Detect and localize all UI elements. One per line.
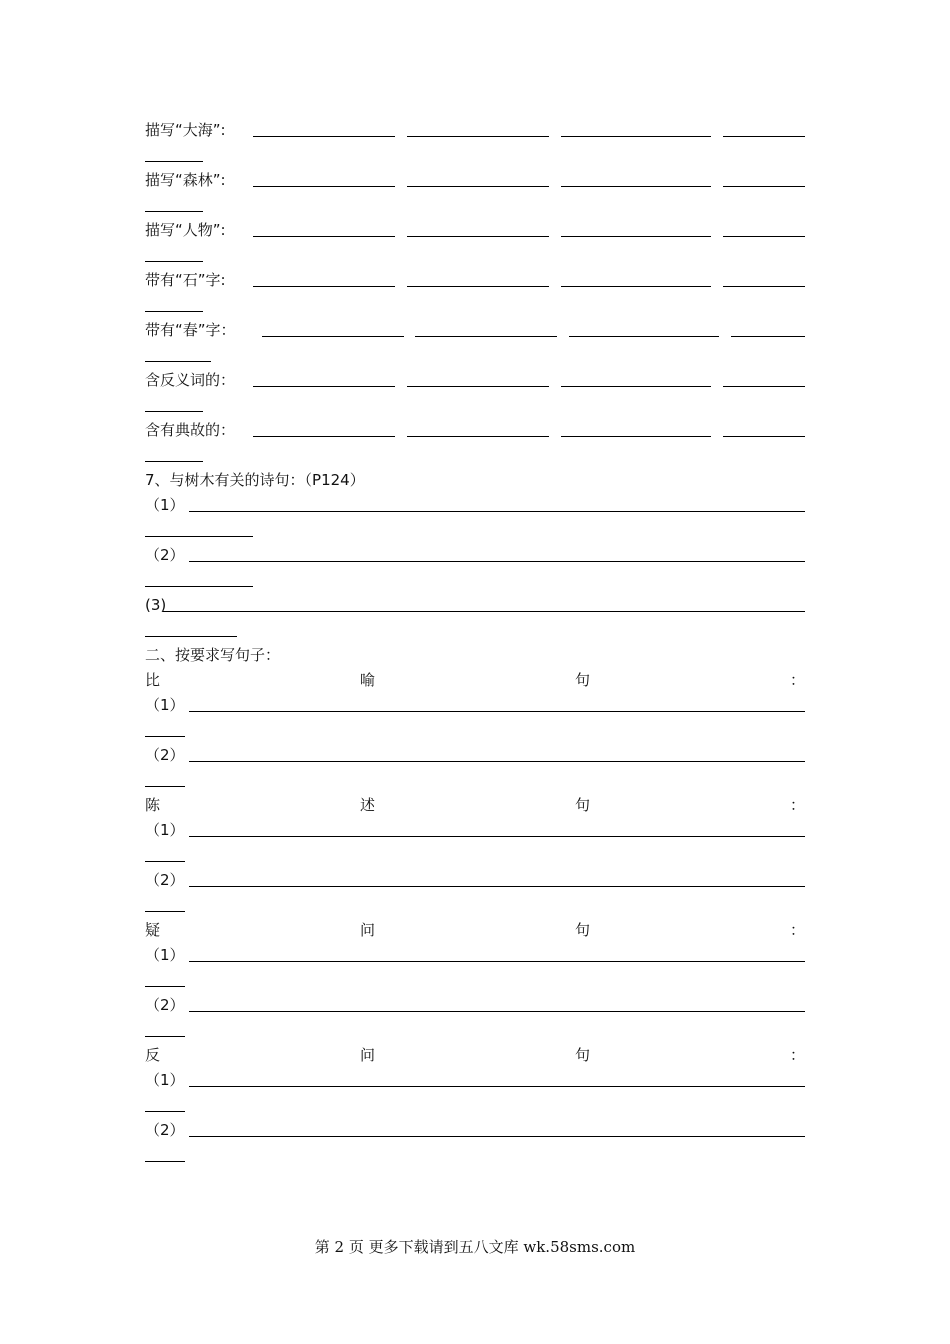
answer-blank[interactable] (561, 386, 711, 387)
vocab-row (145, 368, 805, 393)
item-number: （1） (145, 696, 185, 714)
page-footer: 第 2 页 更多下载请到五八文库 wk.58sms.com (314, 1238, 636, 1256)
answer-blank[interactable] (723, 386, 805, 387)
item-number: （2） (145, 996, 185, 1014)
answer-blank[interactable] (189, 836, 805, 837)
vocab-label: 含有典故的： (145, 421, 236, 439)
heading-char: 陈 (145, 796, 161, 814)
answer-blank[interactable] (145, 161, 203, 162)
answer-blank[interactable] (407, 236, 549, 237)
answer-blank[interactable] (145, 786, 185, 787)
answer-blank[interactable] (145, 986, 185, 987)
sentence-type-heading (145, 918, 805, 943)
answer-blank[interactable] (407, 386, 549, 387)
answer-blank[interactable] (145, 636, 237, 637)
item-number: (3) (145, 596, 167, 614)
answer-blank[interactable] (253, 186, 395, 187)
sentence-continuation (145, 893, 805, 918)
answer-blank[interactable] (723, 136, 805, 137)
answer-blank[interactable] (407, 136, 549, 137)
poem-row (145, 593, 805, 618)
answer-blank[interactable] (189, 561, 805, 562)
heading-char: 反 (145, 1046, 161, 1064)
sentence-type-heading (145, 668, 805, 693)
answer-blank[interactable] (163, 611, 805, 612)
answer-blank[interactable] (731, 336, 805, 337)
vocab-label: 带有“石”字: (145, 271, 226, 289)
vocab-label: 描写“大海”: (145, 121, 226, 139)
answer-blank[interactable] (723, 436, 805, 437)
sentence-continuation (145, 1093, 805, 1118)
answer-blank[interactable] (561, 436, 711, 437)
answer-blank[interactable] (189, 886, 805, 887)
sentence-row (145, 943, 805, 968)
answer-blank[interactable] (262, 336, 404, 337)
answer-blank[interactable] (253, 386, 395, 387)
answer-blank[interactable] (145, 911, 185, 912)
answer-blank[interactable] (253, 286, 395, 287)
vocab-section (145, 118, 805, 468)
answer-blank[interactable] (145, 461, 203, 462)
answer-blank[interactable] (407, 286, 549, 287)
heading-char: 疑 (145, 921, 161, 939)
heading-char: 问 (360, 921, 376, 939)
answer-blank[interactable] (145, 1036, 185, 1037)
sentence-row (145, 743, 805, 768)
answer-blank[interactable] (561, 286, 711, 287)
heading-char: 问 (360, 1046, 376, 1064)
item-number: （2） (145, 1121, 185, 1139)
answer-blank[interactable] (561, 136, 711, 137)
sentence-row (145, 818, 805, 843)
answer-blank[interactable] (189, 711, 805, 712)
answer-blank[interactable] (253, 436, 395, 437)
heading-char: 喻 (360, 671, 376, 689)
answer-blank[interactable] (145, 736, 185, 737)
heading-char: 比 (145, 671, 161, 689)
answer-blank[interactable] (253, 236, 395, 237)
heading-char: ： (790, 671, 806, 689)
heading-char: ： (790, 921, 806, 939)
vocab-continuation (145, 343, 805, 368)
vocab-row (145, 168, 805, 193)
sentence-row (145, 1068, 805, 1093)
answer-blank[interactable] (145, 311, 203, 312)
answer-blank[interactable] (145, 411, 203, 412)
sentence-type-heading (145, 793, 805, 818)
vocab-continuation (145, 443, 805, 468)
poem-row (145, 493, 805, 518)
item-number: （1） (145, 946, 185, 964)
item-number: （2） (145, 871, 185, 889)
sentence-continuation (145, 718, 805, 743)
poem-continuation (145, 618, 805, 643)
sentence-continuation (145, 1143, 805, 1168)
answer-blank[interactable] (145, 1161, 185, 1162)
vocab-label: 带有“春”字： (145, 321, 236, 339)
answer-blank[interactable] (145, 586, 253, 587)
answer-blank[interactable] (189, 961, 805, 962)
answer-blank[interactable] (723, 286, 805, 287)
sentence-continuation (145, 768, 805, 793)
poem-section (145, 468, 805, 643)
sentence-type-heading (145, 1043, 805, 1068)
sentence-section (145, 643, 805, 1168)
answer-blank[interactable] (415, 336, 557, 337)
vocab-continuation (145, 293, 805, 318)
heading-char: ： (790, 1046, 806, 1064)
sentence-row (145, 693, 805, 718)
vocab-label: 描写“森林”: (145, 171, 226, 189)
vocab-row (145, 268, 805, 293)
vocab-continuation (145, 143, 805, 168)
vocab-row (145, 218, 805, 243)
vocab-label: 含反义词的： (145, 371, 236, 389)
answer-blank[interactable] (569, 336, 719, 337)
answer-blank[interactable] (145, 536, 253, 537)
heading-char: 句 (575, 671, 591, 689)
poem-row (145, 543, 805, 568)
sentence-continuation (145, 1018, 805, 1043)
sentence-row (145, 1118, 805, 1143)
sentence-row (145, 993, 805, 1018)
heading-char: 句 (575, 1046, 591, 1064)
item-number: （1） (145, 496, 185, 514)
vocab-row (145, 118, 805, 143)
section-heading: 二、按要求写句子： (145, 646, 281, 664)
answer-blank[interactable] (723, 186, 805, 187)
answer-blank[interactable] (145, 211, 203, 212)
vocab-row (145, 418, 805, 443)
worksheet-content (145, 118, 805, 1168)
heading-char: 句 (575, 921, 591, 939)
answer-blank[interactable] (189, 1086, 805, 1087)
answer-blank[interactable] (145, 861, 185, 862)
answer-blank[interactable] (561, 186, 711, 187)
heading-char: 句 (575, 796, 591, 814)
answer-blank[interactable] (189, 1011, 805, 1012)
answer-blank[interactable] (407, 186, 549, 187)
poem-continuation (145, 568, 805, 593)
answer-blank[interactable] (189, 761, 805, 762)
section-heading: 7、与树木有关的诗句：（P124） (145, 471, 365, 489)
sentence-continuation (145, 968, 805, 993)
heading-char: ： (790, 796, 806, 814)
answer-blank[interactable] (145, 361, 211, 362)
item-number: （1） (145, 821, 185, 839)
vocab-continuation (145, 243, 805, 268)
answer-blank[interactable] (145, 261, 203, 262)
answer-blank[interactable] (189, 511, 805, 512)
answer-blank[interactable] (145, 1111, 185, 1112)
answer-blank[interactable] (253, 136, 395, 137)
vocab-continuation (145, 393, 805, 418)
item-number: （1） (145, 1071, 185, 1089)
vocab-label: 描写“人物”: (145, 221, 226, 239)
answer-blank[interactable] (407, 436, 549, 437)
item-number: （2） (145, 546, 185, 564)
vocab-row (145, 318, 805, 343)
sentence-continuation (145, 843, 805, 868)
sentence-row (145, 868, 805, 893)
answer-blank[interactable] (561, 236, 711, 237)
answer-blank[interactable] (723, 236, 805, 237)
item-number: （2） (145, 746, 185, 764)
heading-char: 述 (360, 796, 376, 814)
vocab-continuation (145, 193, 805, 218)
poem-continuation (145, 518, 805, 543)
answer-blank[interactable] (189, 1136, 805, 1137)
